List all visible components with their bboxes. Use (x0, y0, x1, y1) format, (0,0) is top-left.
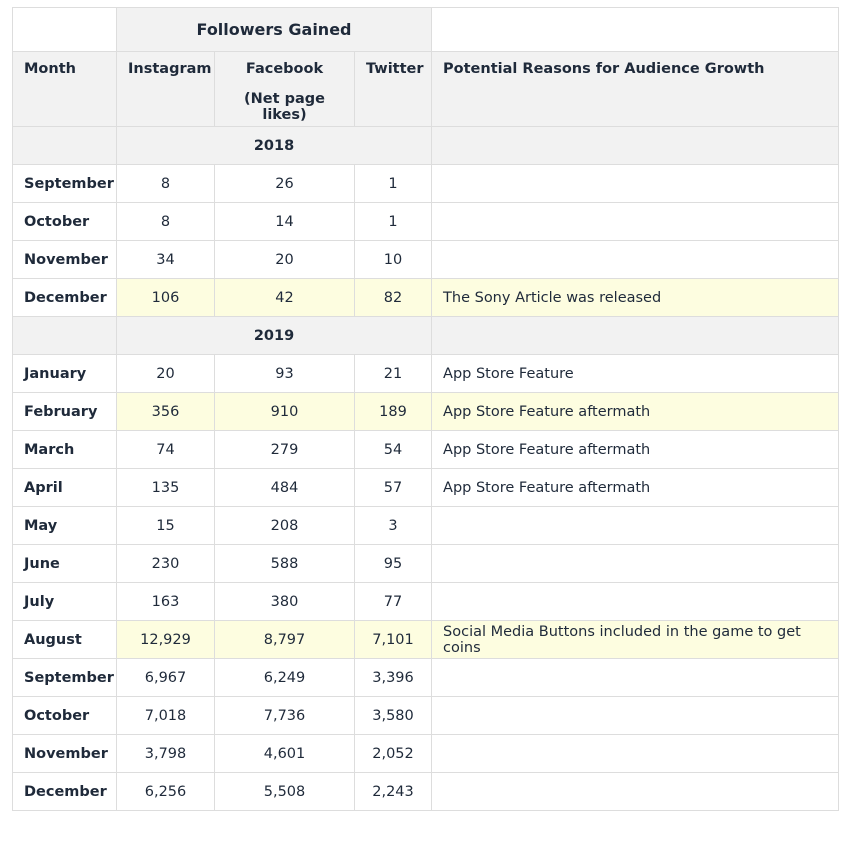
month-cell: September (13, 659, 117, 697)
twitter-cell: 21 (355, 355, 432, 393)
table-row (13, 431, 839, 469)
facebook-header-label: Facebook (245, 61, 324, 77)
corner-cell (13, 8, 117, 52)
twitter-cell: 3 (355, 507, 432, 545)
month-cell: December (13, 773, 117, 811)
year-row-reason-spacer (432, 317, 839, 355)
reason-cell (432, 507, 839, 545)
facebook-cell: 484 (215, 469, 355, 507)
facebook-cell: 380 (215, 583, 355, 621)
reason-cell: Social Media Buttons included in the game to get coins (432, 621, 839, 659)
facebook-cell: 7,736 (215, 697, 355, 735)
facebook-cell: 910 (215, 393, 355, 431)
instagram-cell: 163 (117, 583, 215, 621)
reason-cell: App Store Feature (432, 355, 839, 393)
month-cell: October (13, 697, 117, 735)
reason-cell (432, 165, 839, 203)
facebook-cell: 8,797 (215, 621, 355, 659)
month-cell: November (13, 241, 117, 279)
twitter-cell: 10 (355, 241, 432, 279)
facebook-cell: 20 (215, 241, 355, 279)
month-cell: April (13, 469, 117, 507)
instagram-cell: 74 (117, 431, 215, 469)
year-row (13, 127, 839, 165)
month-cell: December (13, 279, 117, 317)
month-cell: August (13, 621, 117, 659)
reason-cell (432, 697, 839, 735)
facebook-cell: 208 (215, 507, 355, 545)
instagram-cell: 20 (117, 355, 215, 393)
month-cell: September (13, 165, 117, 203)
reason-cell (432, 659, 839, 697)
instagram-cell: 8 (117, 165, 215, 203)
facebook-cell: 14 (215, 203, 355, 241)
facebook-cell: 279 (215, 431, 355, 469)
instagram-cell: 7,018 (117, 697, 215, 735)
instagram-cell: 106 (117, 279, 215, 317)
table-row (13, 203, 839, 241)
month-cell: October (13, 203, 117, 241)
instagram-cell: 34 (117, 241, 215, 279)
month-cell: June (13, 545, 117, 583)
instagram-cell: 12,929 (117, 621, 215, 659)
table-row (13, 735, 839, 773)
reason-cell (432, 203, 839, 241)
reason-cell (432, 583, 839, 621)
reason-cell: App Store Feature aftermath (432, 393, 839, 431)
facebook-cell: 6,249 (215, 659, 355, 697)
table-row (13, 355, 839, 393)
table-row (13, 165, 839, 203)
twitter-cell: 189 (355, 393, 432, 431)
facebook-header-sublabel: (Net page likes) (244, 91, 325, 123)
instagram-cell: 356 (117, 393, 215, 431)
reason-cell (432, 545, 839, 583)
year-row-spacer (13, 317, 117, 355)
table-row (13, 583, 839, 621)
month-cell: July (13, 583, 117, 621)
followers-table (12, 7, 839, 811)
followers-table-body (13, 8, 839, 811)
facebook-cell: 26 (215, 165, 355, 203)
year-row-spacer (13, 127, 117, 165)
table-row (13, 659, 839, 697)
reason-cell: App Store Feature aftermath (432, 469, 839, 507)
reason-cell (432, 735, 839, 773)
table-row (13, 507, 839, 545)
twitter-header: Twitter (355, 52, 432, 127)
reason-cell: App Store Feature aftermath (432, 431, 839, 469)
twitter-cell: 2,052 (355, 735, 432, 773)
year-row-reason-spacer (432, 127, 839, 165)
twitter-cell: 3,580 (355, 697, 432, 735)
table-row (13, 241, 839, 279)
instagram-cell: 230 (117, 545, 215, 583)
twitter-cell: 77 (355, 583, 432, 621)
reasons-top-cell (432, 8, 839, 52)
facebook-cell: 93 (215, 355, 355, 393)
instagram-cell: 135 (117, 469, 215, 507)
twitter-cell: 95 (355, 545, 432, 583)
table-row (13, 279, 839, 317)
instagram-cell: 6,967 (117, 659, 215, 697)
instagram-cell: 3,798 (117, 735, 215, 773)
twitter-cell: 57 (355, 469, 432, 507)
instagram-cell: 15 (117, 507, 215, 545)
month-header: Month (13, 52, 117, 127)
instagram-cell: 8 (117, 203, 215, 241)
year-label: 2018 (117, 127, 432, 165)
table-row (13, 773, 839, 811)
twitter-cell: 54 (355, 431, 432, 469)
month-cell: May (13, 507, 117, 545)
table-row (13, 469, 839, 507)
facebook-header (215, 52, 355, 127)
facebook-cell: 588 (215, 545, 355, 583)
month-cell: November (13, 735, 117, 773)
table-row (13, 545, 839, 583)
reason-cell (432, 773, 839, 811)
year-label: 2019 (117, 317, 432, 355)
month-cell: March (13, 431, 117, 469)
instagram-header: Instagram (117, 52, 215, 127)
facebook-cell: 42 (215, 279, 355, 317)
group-header-row (13, 8, 839, 52)
twitter-cell: 1 (355, 203, 432, 241)
table-row (13, 621, 839, 659)
followers-gained-title: Followers Gained (117, 8, 432, 52)
twitter-cell: 7,101 (355, 621, 432, 659)
facebook-cell: 4,601 (215, 735, 355, 773)
twitter-cell: 2,243 (355, 773, 432, 811)
column-header-row (13, 52, 839, 127)
year-row (13, 317, 839, 355)
instagram-cell: 6,256 (117, 773, 215, 811)
month-cell: February (13, 393, 117, 431)
facebook-cell: 5,508 (215, 773, 355, 811)
reason-cell: The Sony Article was released (432, 279, 839, 317)
reasons-header: Potential Reasons for Audience Growth (432, 52, 839, 127)
month-cell: January (13, 355, 117, 393)
table-row (13, 697, 839, 735)
table-row (13, 393, 839, 431)
reason-cell (432, 241, 839, 279)
twitter-cell: 82 (355, 279, 432, 317)
twitter-cell: 1 (355, 165, 432, 203)
twitter-cell: 3,396 (355, 659, 432, 697)
